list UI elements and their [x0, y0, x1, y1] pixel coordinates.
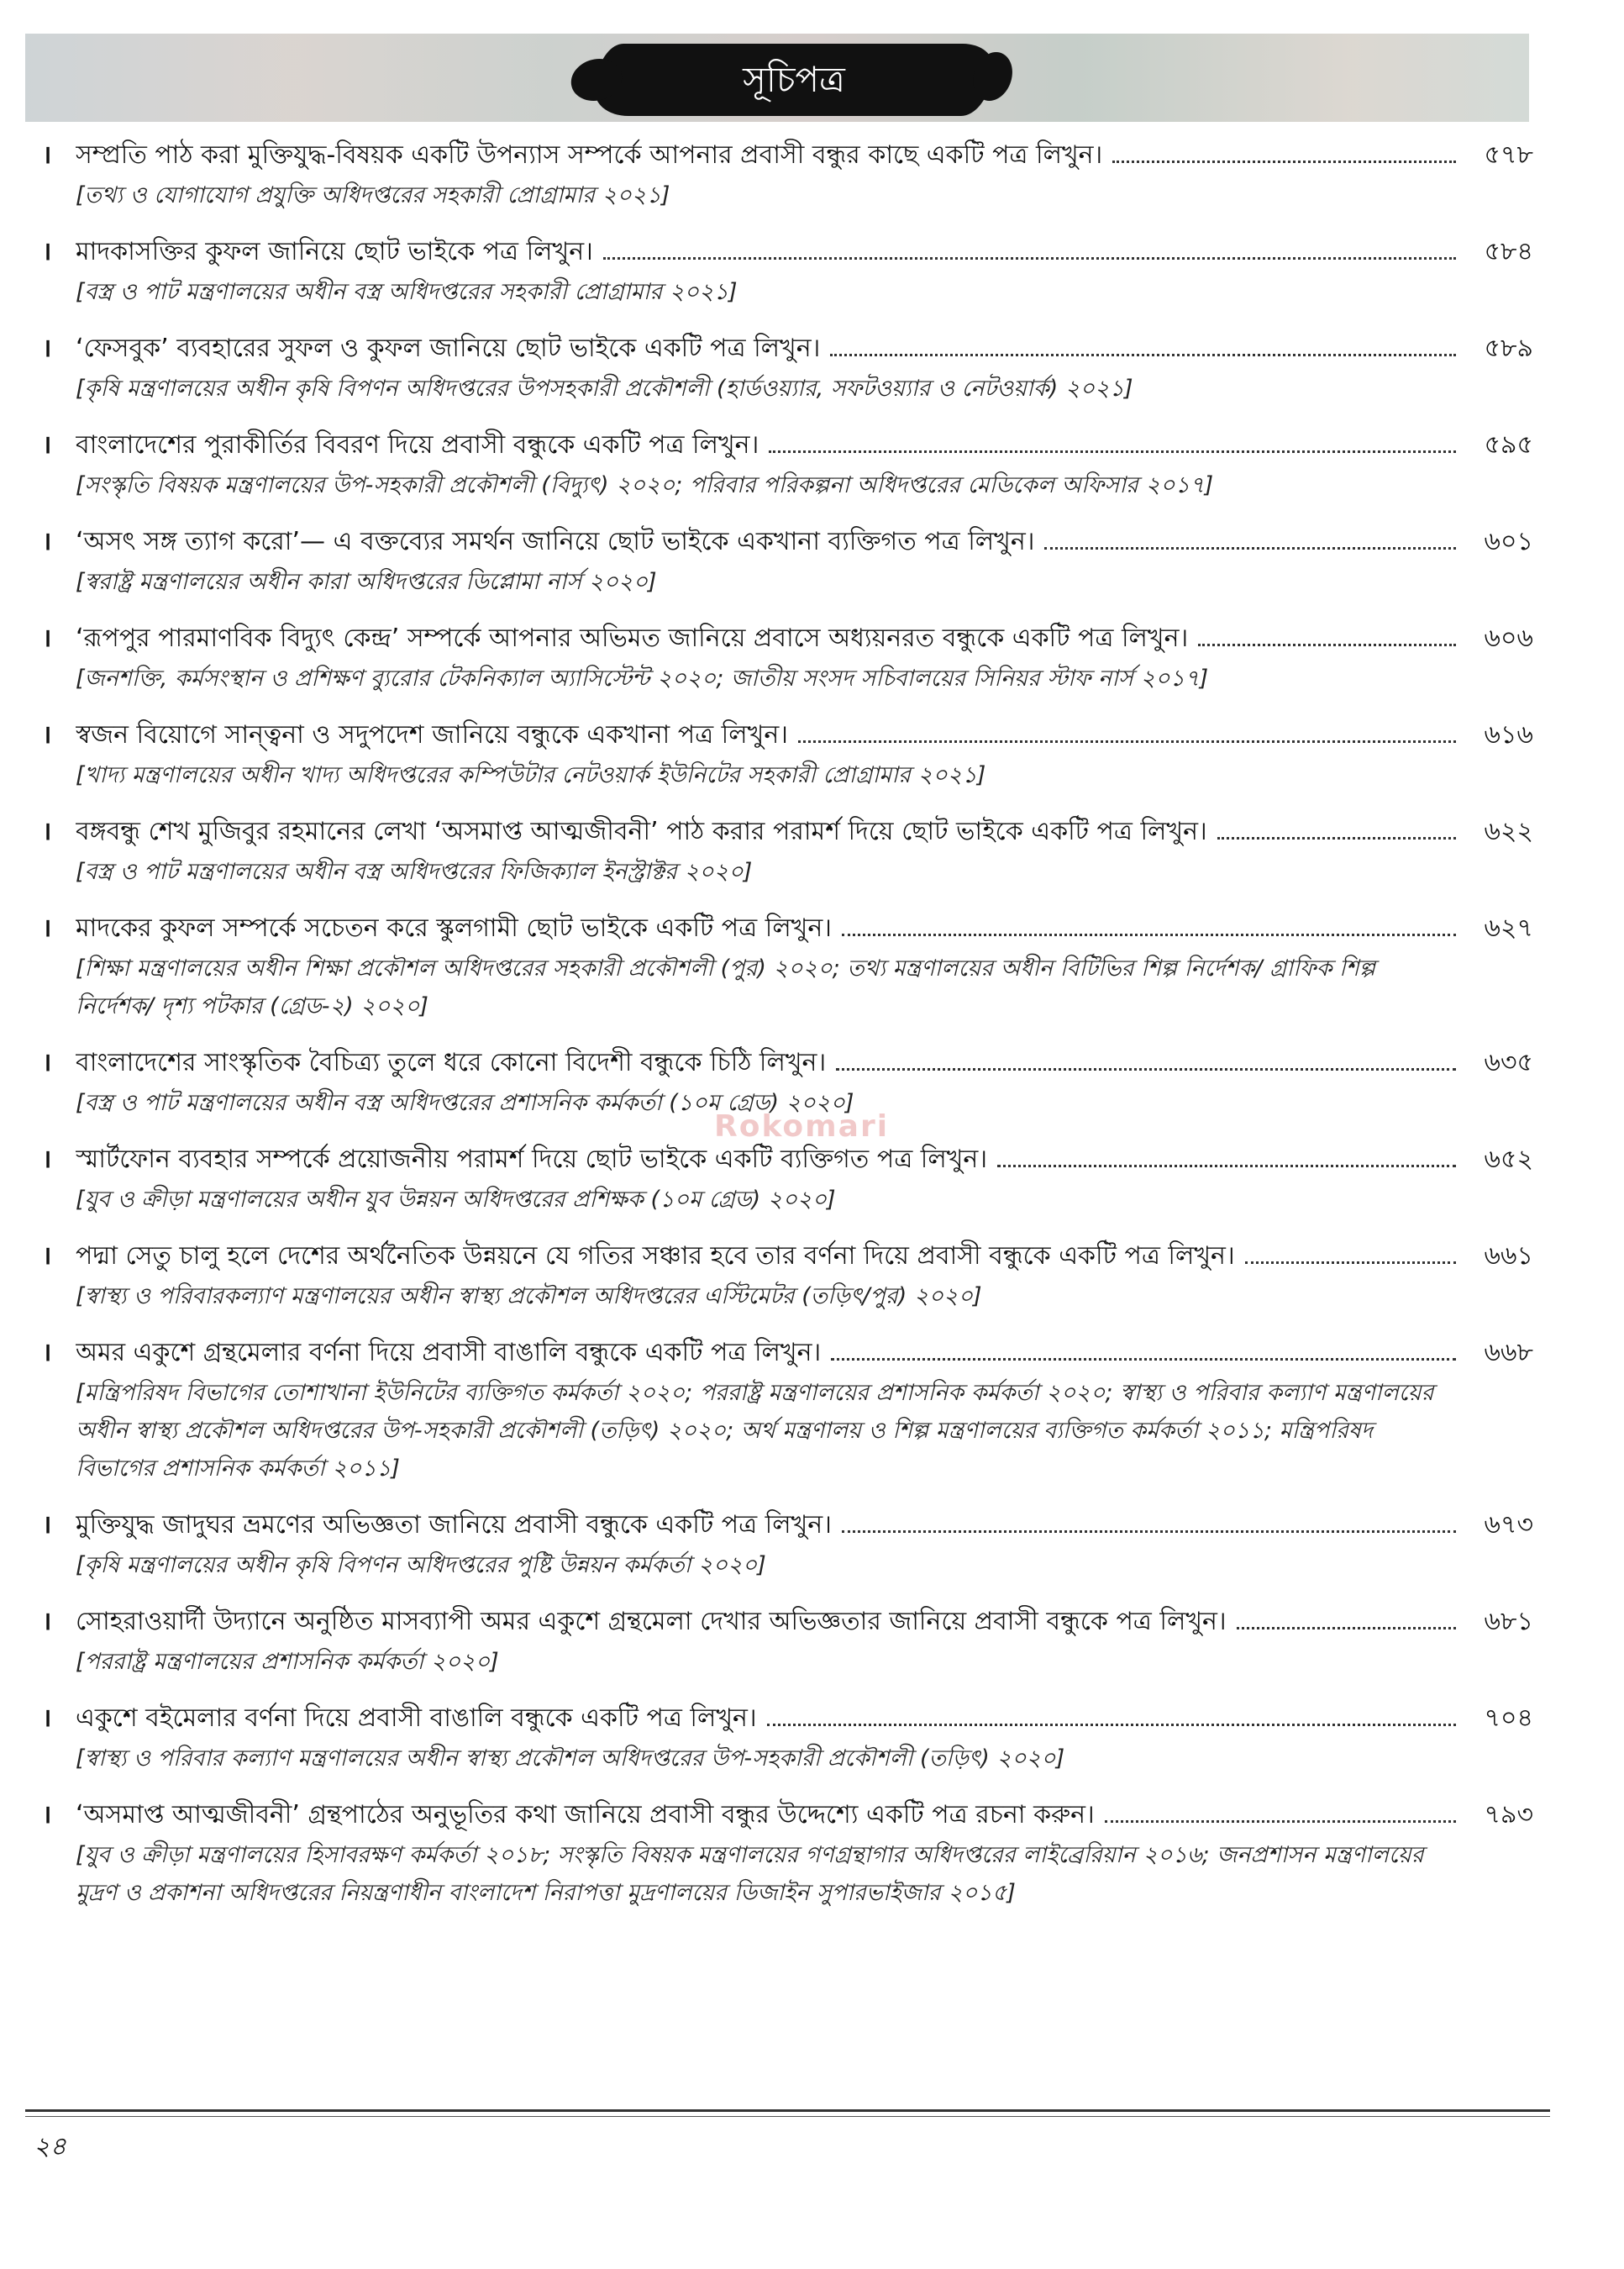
dot-leader: [767, 1698, 1456, 1726]
toc-entry-title: মাদকের কুফল সম্পর্কে সচেতন করে স্কুলগামী ছোট ভাইকে একটি পত্র লিখুন।: [76, 913, 833, 943]
toc-entry-page: ৭৯৩: [1484, 1800, 1533, 1829]
toc-entry[interactable]: [42, 1794, 1533, 1912]
toc-entry-main: [42, 1794, 1533, 1836]
toc-entry-source: [যুব ও ক্রীড়া মন্ত্রণালয়ের হিসাবরক্ষণ কর্মকর্তা ২০১৮; সংস্কৃতি বিষয়ক মন্ত্রণালয়ের গণগ্রন্থাগার অধিদপ্তরের লাইব্রেরিয়ান ২০১৬; জনপ্রশাসন মন্ত্রণালয়ের মুদ্রণ ও প্রকাশনা অধিদপ্তরের নিয়ন্ত্রণাধীন বাংলাদেশ নিরাপত্তা মুদ্রণালয়ের ডিজাইন সুপারভাইজার ২০১৫]: [76, 1842, 1424, 1906]
toc-entry-main: [42, 811, 1533, 853]
toc-entry-title: মাদকাসক্তির কুফল জানিয়ে ছোট ভাইকে পত্র লিখুন।: [76, 237, 593, 266]
toc-entry[interactable]: [42, 328, 1533, 408]
toc-entry-page: ৬১৬: [1484, 720, 1533, 750]
dot-leader: [1044, 522, 1456, 550]
toc-entry-title: একুশে বইমেলার বর্ণনা দিয়ে প্রবাসী বাঙালি বন্ধুকে একটি পত্র লিখুন।: [76, 1703, 757, 1733]
dot-leader: [798, 715, 1456, 743]
toc-entry-source: [সংস্কৃতি বিষয়ক মন্ত্রণালয়ের উপ-সহকারী প্রকৌশলী (বিদ্যুৎ) ২০২০; পরিবার পরিকল্পনা অধিদপ্তরের মেডিকেল অফিসার ২০১৭]: [76, 472, 1214, 498]
toc-entry-main: [42, 1698, 1533, 1740]
toc-entry-source: [যুব ও ক্রীড়া মন্ত্রণালয়ের অধীন যুব উন্নয়ন অধিদপ্তরের প্রশিক্ষক (১০ম গ্রেড) ২০২০]: [76, 1187, 836, 1213]
toc-entry-main: [42, 231, 1533, 273]
bullet-bar: ।: [42, 237, 52, 266]
toc-entry-source: [খাদ্য মন্ত্রণালয়ের অধীন খাদ্য অধিদপ্তরের কম্পিউটার নেটওয়ার্ক ইউনিটের সহকারী প্রোগ্রামার ২০২১]: [76, 762, 986, 788]
toc-entry-source: [কৃষি মন্ত্রণালয়ের অধীন কৃষি বিপণন অধিদপ্তরের উপসহকারী প্রকৌশলী (হার্ডওয়্যার, সফটওয়্যার ও নেটওয়ার্ক) ২০২১]: [76, 376, 1133, 402]
dot-leader: [842, 908, 1456, 936]
dot-leader: [830, 329, 1456, 356]
toc-entry-title: সম্প্রতি পাঠ করা মুক্তিযুদ্ধ-বিষয়ক একটি উপন্যাস সম্পর্কে আপনার প্রবাসী বন্ধুর কাছে একটি পত্র লিখুন।: [76, 140, 1103, 170]
toc-entry-source: [কৃষি মন্ত্রণালয়ের অধীন কৃষি বিপণন অধিদপ্তরের পুষ্টি উন্নয়ন কর্মকর্তা ২০২০]: [76, 1552, 766, 1578]
toc-entry-page: ৬২২: [1484, 817, 1533, 846]
toc-entry[interactable]: [42, 1139, 1533, 1219]
bullet-bar: ।: [42, 624, 52, 653]
toc-entry-page: ৬২৭: [1484, 913, 1533, 943]
page-title: সূচিপত্র: [743, 59, 845, 100]
table-of-contents: [42, 134, 1533, 1929]
toc-entry-page: ৬৬৮: [1484, 1338, 1533, 1367]
bullet-bar: ।: [42, 1703, 52, 1733]
toc-entry[interactable]: [42, 1504, 1533, 1584]
toc-entry-page: ৫৮৪: [1484, 237, 1533, 266]
toc-entry-source: [স্বাস্থ্য ও পরিবারকল্যাণ মন্ত্রণালয়ের অধীন স্বাস্থ্য প্রকৌশল অধিদপ্তরের এস্টিমেটর (তড়িৎ/পুর) ২০২০]: [76, 1283, 982, 1309]
toc-entry-main: [42, 1235, 1533, 1277]
bullet-bar: ।: [42, 1145, 52, 1174]
toc-entry-source: [মন্ত্রিপরিষদ বিভাগের তোশাখানা ইউনিটের ব্যক্তিগত কর্মকর্তা ২০২০; পররাষ্ট্র মন্ত্রণালয়ের প্রশাসনিক কর্মকর্তা ২০২০; স্বাস্থ্য ও পরিবার কল্যাণ মন্ত্রণালয়ের অধীন স্বাস্থ্য প্রকৌশল অধিদপ্তরের উপ-সহকারী প্রকৌশলী (তড়িৎ) ২০২০; অর্থ মন্ত্রণালয় ও শিল্প মন্ত্রণালয়ের ব্যক্তিগত কর্মকর্তা ২০১১; মন্ত্রিপরিষদ বিভাগের প্রশাসনিক কর্মকর্তা ২০১১]: [76, 1380, 1434, 1482]
bullet-bar: ।: [42, 1338, 52, 1367]
toc-entry-title: ‘অসমাপ্ত আত্মজীবনী’ গ্রন্থপাঠের অনুভূতির কথা জানিয়ে প্রবাসী বন্ধুর উদ্দেশ্যে একটি পত্র রচনা করুন।: [76, 1800, 1095, 1829]
toc-entry-title: বঙ্গবন্ধু শেখ মুজিবুর রহমানের লেখা ‘অসমাপ্ত আত্মজীবনী’ পাঠ করার পরামর্শ দিয়ে ছোট ভাইকে একটি পত্র লিখুন।: [76, 817, 1207, 846]
toc-entry-title: ‘ফেসবুক’ ব্যবহারের সুফল ও কুফল জানিয়ে ছোট ভাইকে একটি পত্র লিখুন।: [76, 334, 821, 363]
toc-entry-title: পদ্মা সেতু চালু হলে দেশের অর্থনৈতিক উন্নয়নে যে গতির সঞ্চার হবে তার বর্ণনা দিয়ে প্রবাসী বন্ধুকে একটি পত্র লিখুন।: [76, 1241, 1235, 1271]
toc-entry-main: [42, 1332, 1533, 1374]
toc-entry-source: [তথ্য ও যোগাযোগ প্রযুক্তি অধিদপ্তরের সহকারী প্রোগ্রামার ২০২১]: [76, 182, 670, 208]
toc-entry-source: [বস্ত্র ও পাট মন্ত্রণালয়ের অধীন বস্ত্র অধিদপ্তরের সহকারী প্রোগ্রামার ২০২১]: [76, 279, 738, 305]
toc-entry-source: [শিক্ষা মন্ত্রণালয়ের অধীন শিক্ষা প্রকৌশল অধিদপ্তরের সহকারী প্রকৌশলী (পুর) ২০২০; তথ্য মন্ত্রণালয়ের অধীন বিটিভির শিল্প নির্দেশক/ গ্রাফিক শিল্প নির্দেশক/ দৃশ্য পটকার (গ্রেড-২) ২০২০]: [76, 956, 1376, 1019]
toc-entry-title: ‘অসৎ সঙ্গ ত্যাগ করো’— এ বক্তব্যের সমর্থন জানিয়ে ছোট ভাইকে একখানা ব্যক্তিগত পত্র লিখুন।: [76, 527, 1035, 556]
toc-entry-page: ৬৭৩: [1484, 1510, 1533, 1540]
toc-entry-page: ৬৬১: [1484, 1241, 1533, 1271]
toc-entry-main: [42, 618, 1533, 660]
toc-entry-title: সোহরাওয়ার্দী উদ্যানে অনুষ্ঠিত মাসব্যাপী অমর একুশে গ্রন্থমেলা দেখার অভিজ্ঞতার জানিয়ে প্রবাসী বন্ধুকে পত্র লিখুন।: [76, 1607, 1227, 1636]
toc-entry-page: ৬৫২: [1484, 1145, 1533, 1174]
bullet-bar: ।: [42, 1241, 52, 1271]
toc-entry-page: ৬৩৫: [1484, 1048, 1533, 1077]
bullet-bar: ।: [42, 527, 52, 556]
dot-leader: [1112, 135, 1456, 163]
watermark: Rokomari: [714, 1109, 890, 1144]
bullet-bar: ।: [42, 1510, 52, 1540]
toc-entry-main: [42, 134, 1533, 176]
toc-entry-page: ৬৮১: [1484, 1607, 1533, 1636]
toc-entry[interactable]: [42, 908, 1533, 1025]
toc-entry-main: [42, 1601, 1533, 1643]
toc-entry[interactable]: [42, 521, 1533, 601]
dot-leader: [769, 425, 1456, 453]
toc-entry-title: স্মার্টফোন ব্যবহার সম্পর্কে প্রয়োজনীয় পরামর্শ দিয়ে ছোট ভাইকে একটি ব্যক্তিগত পত্র লিখুন।: [76, 1145, 988, 1174]
bullet-bar: ।: [42, 334, 52, 363]
toc-entry-page: ৬০১: [1484, 527, 1533, 556]
toc-entry-source: [স্বরাষ্ট্র মন্ত্রণালয়ের অধীন কারা অধিদপ্তরের ডিপ্লোমা নার্স ২০২০]: [76, 569, 657, 595]
toc-entry-page: ৭০৪: [1484, 1703, 1533, 1733]
toc-entry[interactable]: [42, 811, 1533, 891]
toc-entry-main: [42, 328, 1533, 370]
dot-leader: [603, 232, 1456, 260]
toc-entry-source: [বস্ত্র ও পাট মন্ত্রণালয়ের অধীন বস্ত্র অধিদপ্তরের প্রশাসনিক কর্মকর্তা (১০ম গ্রেড) ২০২০]: [76, 1090, 854, 1116]
bullet-bar: ।: [42, 140, 52, 170]
toc-entry-page: ৫৭৮: [1484, 140, 1533, 170]
footer-rule-thin: [25, 2116, 1550, 2117]
toc-entry-main: [42, 1042, 1533, 1084]
toc-entry[interactable]: [42, 714, 1533, 794]
toc-entry-title: বাংলাদেশের সাংস্কৃতিক বৈচিত্র্য তুলে ধরে কোনো বিদেশী বন্ধুকে চিঠি লিখুন।: [76, 1048, 827, 1077]
bullet-bar: ।: [42, 1048, 52, 1077]
toc-entry-main: [42, 714, 1533, 756]
toc-entry-main: [42, 521, 1533, 563]
toc-entry-source: [স্বাস্থ্য ও পরিবার কল্যাণ মন্ত্রণালয়ের অধীন স্বাস্থ্য প্রকৌশল অধিদপ্তরের উপ-সহকারী প্রকৌশলী (তড়িৎ) ২০২০]: [76, 1745, 1065, 1772]
toc-entry[interactable]: [42, 424, 1533, 504]
toc-entry-source: [জনশক্তি, কর্মসংস্থান ও প্রশিক্ষণ ব্যুরোর টেকনিক্যাল অ্যাসিস্টেন্ট ২০২০; জাতীয় সংসদ সচিবালয়ের সিনিয়র স্টাফ নার্স ২০১৭]: [76, 666, 1209, 692]
toc-entry-title: স্বজন বিয়োগে সান্ত্বনা ও সদুপদেশ জানিয়ে বন্ধুকে একখানা পত্র লিখুন।: [76, 720, 788, 750]
dot-leader: [1105, 1795, 1456, 1823]
dot-leader: [1237, 1602, 1456, 1629]
bullet-bar: ।: [42, 720, 52, 750]
toc-entry[interactable]: [42, 1601, 1533, 1681]
bullet-bar: ।: [42, 1607, 52, 1636]
toc-entry-page: ৬০৬: [1484, 624, 1533, 653]
page-number: ২৪: [34, 2132, 66, 2161]
toc-entry-source: [পররাষ্ট্র মন্ত্রণালয়ের প্রশাসনিক কর্মকর্তা ২০২০]: [76, 1649, 499, 1675]
dot-leader: [1217, 812, 1456, 840]
toc-entry-main: [42, 1139, 1533, 1181]
bullet-bar: ।: [42, 817, 52, 846]
toc-entry[interactable]: [42, 1698, 1533, 1777]
bullet-bar: ।: [42, 1800, 52, 1829]
toc-entry-page: ৫৯৫: [1484, 430, 1533, 460]
toc-entry-main: [42, 908, 1533, 950]
dot-leader: [1245, 1236, 1456, 1264]
toc-entry-page: ৫৮৯: [1484, 334, 1533, 363]
toc-entry-main: [42, 1504, 1533, 1546]
toc-entry-title: ‘রূপপুর পারমাণবিক বিদ্যুৎ কেন্দ্র’ সম্পর্কে আপনার অভিমত জানিয়ে প্রবাসে অধ্যয়নরত বন্ধুকে একটি পত্র লিখুন।: [76, 624, 1189, 653]
bullet-bar: ।: [42, 430, 52, 460]
bullet-bar: ।: [42, 913, 52, 943]
footer-rule: [25, 2109, 1550, 2112]
toc-entry-main: [42, 424, 1533, 466]
toc-entry-source: [বস্ত্র ও পাট মন্ত্রণালয়ের অধীন বস্ত্র অধিদপ্তরের ফিজিক্যাল ইনস্ট্রাক্টর ২০২০]: [76, 859, 753, 885]
dot-leader: [831, 1333, 1456, 1361]
dot-leader: [997, 1140, 1456, 1167]
toc-entry[interactable]: [42, 231, 1533, 311]
dot-leader: [842, 1505, 1456, 1533]
toc-entry[interactable]: [42, 1332, 1533, 1487]
toc-entry[interactable]: [42, 618, 1533, 698]
toc-entry-title: মুক্তিযুদ্ধ জাদুঘর ভ্রমণের অভিজ্ঞতা জানিয়ে প্রবাসী বন্ধুকে একটি পত্র লিখুন।: [76, 1510, 832, 1540]
toc-entry-title: অমর একুশে গ্রন্থমেলার বর্ণনা দিয়ে প্রবাসী বাঙালি বন্ধুকে একটি পত্র লিখুন।: [76, 1338, 822, 1367]
toc-entry-title: বাংলাদেশের পুরাকীর্তির বিবরণ দিয়ে প্রবাসী বন্ধুকে একটি পত্র লিখুন।: [76, 430, 759, 460]
toc-entry[interactable]: [42, 134, 1533, 214]
dot-leader: [1198, 619, 1456, 646]
toc-entry[interactable]: [42, 1235, 1533, 1315]
dot-leader: [836, 1043, 1456, 1071]
